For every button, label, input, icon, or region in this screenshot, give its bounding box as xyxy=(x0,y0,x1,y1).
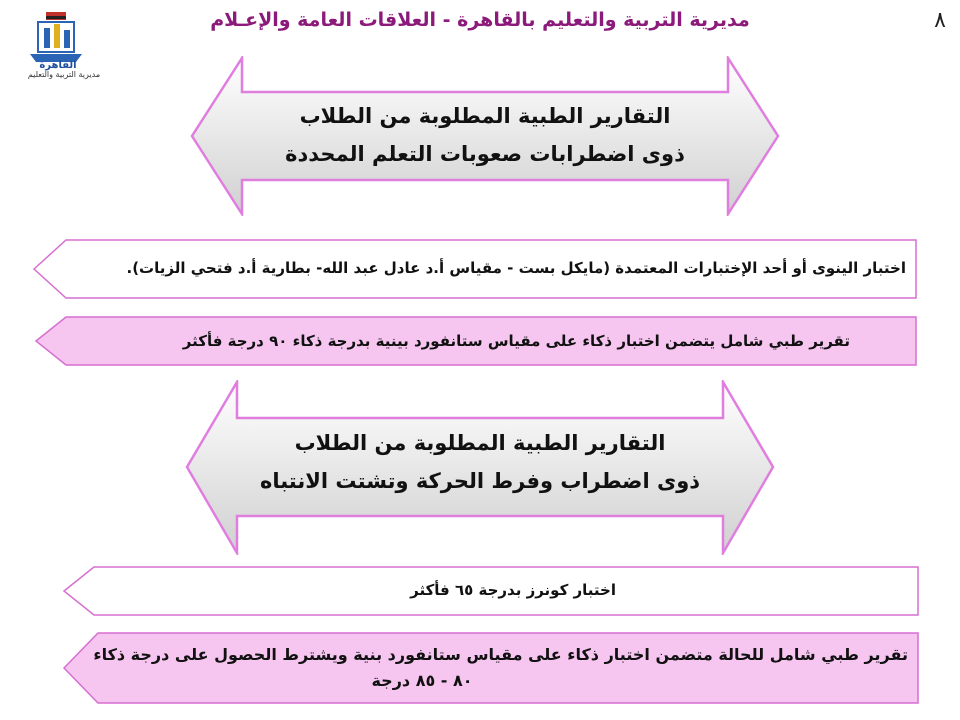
page-header: مديرية التربية والتعليم بالقاهرة - العلاقات العامة والإعـلام xyxy=(210,9,750,31)
arrow1-line2: ذوى اضطرابات صعوبات التعلم المحددة xyxy=(285,142,685,166)
double-arrow-heading-1 xyxy=(190,56,780,216)
logo-name: القاهرة xyxy=(39,60,77,71)
requirement-item-1 xyxy=(30,237,920,301)
arrow2-line1: التقارير الطبية المطلوبة من الطلاب xyxy=(294,431,666,455)
item3-text: اختبار كونرز بدرجة ٦٥ فأكثر xyxy=(410,581,616,599)
double-arrow-shape xyxy=(190,56,780,216)
logo-caption: مديرية التربية والتعليم xyxy=(27,70,101,79)
requirement-item-2 xyxy=(32,314,920,368)
arrow2-line2: ذوى اضطراب وفرط الحركة وتشتت الانتباه xyxy=(259,469,701,493)
arrow1-line1: التقارير الطبية المطلوبة من الطلاب xyxy=(299,104,671,128)
page-number: ٨ xyxy=(934,8,946,33)
requirement-item-3 xyxy=(60,564,922,618)
double-arrow-heading-2 xyxy=(185,380,775,555)
item1-text: اختبار الينوى أو أحد الإختبارات المعتمدة (مايكل بست - مقياس أ.د عادل عبد الله- بطارية أ.د فتحي الزيات). xyxy=(126,259,906,277)
item4-line2: ٨٠ - ٨٥ درجة xyxy=(371,671,473,690)
item4-line1: تقرير طبي شامل للحالة متضمن اختبار ذكاء على مقياس ستانفورد بنية ويشترط الحصول على درجة ذكاء xyxy=(93,645,908,664)
banner-shape xyxy=(60,630,922,706)
requirement-item-4 xyxy=(60,630,922,706)
item2-text: تقرير طبي شامل يتضمن اختبار ذكاء على مقياس ستانفورد بينية بدرجة ذكاء ٩٠ درجة فأكثر xyxy=(182,332,850,350)
